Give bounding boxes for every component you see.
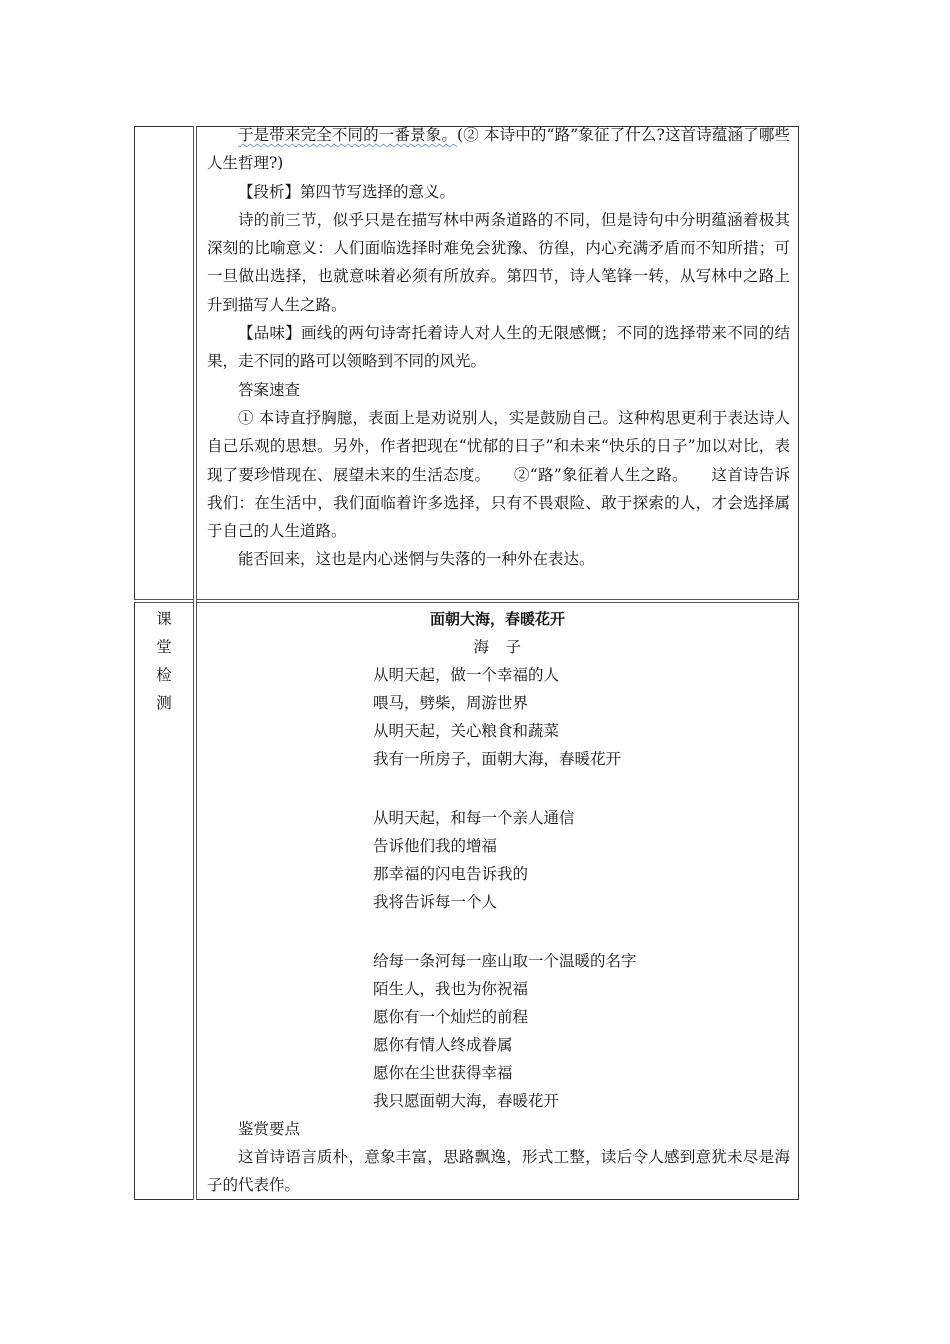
poem-line: 喂马，劈柴，周游世界	[373, 694, 529, 712]
poem-title: 面朝大海，春暖花开	[429, 610, 565, 628]
appreciation-section	[197, 1115, 798, 1199]
analysis-cell	[195, 127, 799, 602]
row-label-ketang-jiance	[135, 603, 193, 717]
question-text: (② 本诗中的“路”象征了什么?这首诗蕴涵了哪些人生哲理?)	[207, 126, 790, 173]
poem-line: 愿你有情人终成眷属	[373, 1036, 513, 1054]
table-row	[135, 601, 799, 1200]
paragraph: 【段析】第四节写选择的意义。	[238, 182, 456, 201]
poem-line: 那幸福的闪电告诉我的	[373, 865, 529, 883]
label-char: 检	[156, 666, 172, 684]
poem-line: 愿你有一个灿烂的前程	[373, 1008, 529, 1026]
poem-line: 从明天起，做一个幸福的人	[373, 666, 560, 684]
poem-author: 海 子	[473, 638, 522, 656]
label-char: 课	[156, 610, 172, 628]
poem-line: 我有一所房子，面朝大海，春暖花开	[373, 750, 622, 768]
lesson-table	[134, 126, 799, 1200]
poem-line: 从明天起，和每一个亲人通信	[373, 809, 575, 827]
paragraph	[207, 121, 790, 178]
poem-line: 从明天起，关心粮食和蔬菜	[373, 722, 560, 740]
poem-line: 给每一条河每一座山取一个温暖的名字	[373, 952, 637, 970]
stanza-gap	[197, 916, 798, 947]
poem-line: 陌生人，我也为你祝福	[373, 980, 529, 998]
paragraph: 能否回来，这也是内心迷惘与失落的一种外在表达。	[238, 550, 595, 569]
underlined-text: 于是带来完全不同的一番景象。	[238, 126, 458, 144]
poem-line: 告诉他们我的增福	[373, 837, 498, 855]
appreciation-text: 这首诗语言质朴，意象丰富，思路飘逸，形式工整，读后令人感到意犹未尽是海子的代表作。	[207, 1148, 790, 1194]
paragraph: 答案速查	[238, 380, 301, 399]
analysis-content	[197, 121, 798, 574]
poem-line: 我将告诉每一个人	[373, 893, 498, 911]
poem-stanza	[373, 661, 798, 773]
label-char: 堂	[156, 638, 172, 656]
poem-line: 我只愿面朝大海，春暖花开	[373, 1092, 560, 1110]
table-row	[135, 127, 799, 602]
label-char: 测	[156, 694, 172, 712]
poem-stanza	[373, 804, 798, 916]
appreciation-heading: 鉴赏要点	[238, 1120, 301, 1138]
poem-stanza	[373, 947, 798, 1115]
paragraph: ① 本诗直抒胸臆，表面上是劝说别人，实是鼓励自己。这种构思更利于表达诗人自己乐观的思想。另外，作者把现在“忧郁的日子”和未来“快乐的日子”加以对比，表现了要珍惜现在、展望未来的生活态度。 ②“路”象征着人生之路。 这首诗告诉我们：在生活中，我们面临着许多选择，只有不畏艰险、敢于探索的人，才会选择属于自己的人生道路。	[207, 408, 790, 541]
row-label-cell	[135, 127, 196, 602]
row-label-cell	[135, 601, 196, 1200]
paragraph: 【品味】画线的两句诗寄托着诗人对人生的无限感慨；不同的选择带来不同的结果，走不同的路可以领略到不同的风光。	[207, 324, 790, 371]
poem-cell	[195, 601, 799, 1200]
poem-line: 愿你在尘世获得幸福	[373, 1064, 513, 1082]
stanza-gap	[197, 773, 798, 804]
row-label	[135, 127, 193, 129]
paragraph: 诗的前三节，似乎只是在描写林中两条道路的不同，但是诗句中分明蕴涵着极其深刻的比喻意义：人们面临选择时难免会犹豫、彷徨，内心充满矛盾而不知所措；可一旦做出选择，也就意味着必须有所放弃。第四节，诗人笔锋一转，从写林中之路上升到描写人生之路。	[207, 210, 790, 314]
